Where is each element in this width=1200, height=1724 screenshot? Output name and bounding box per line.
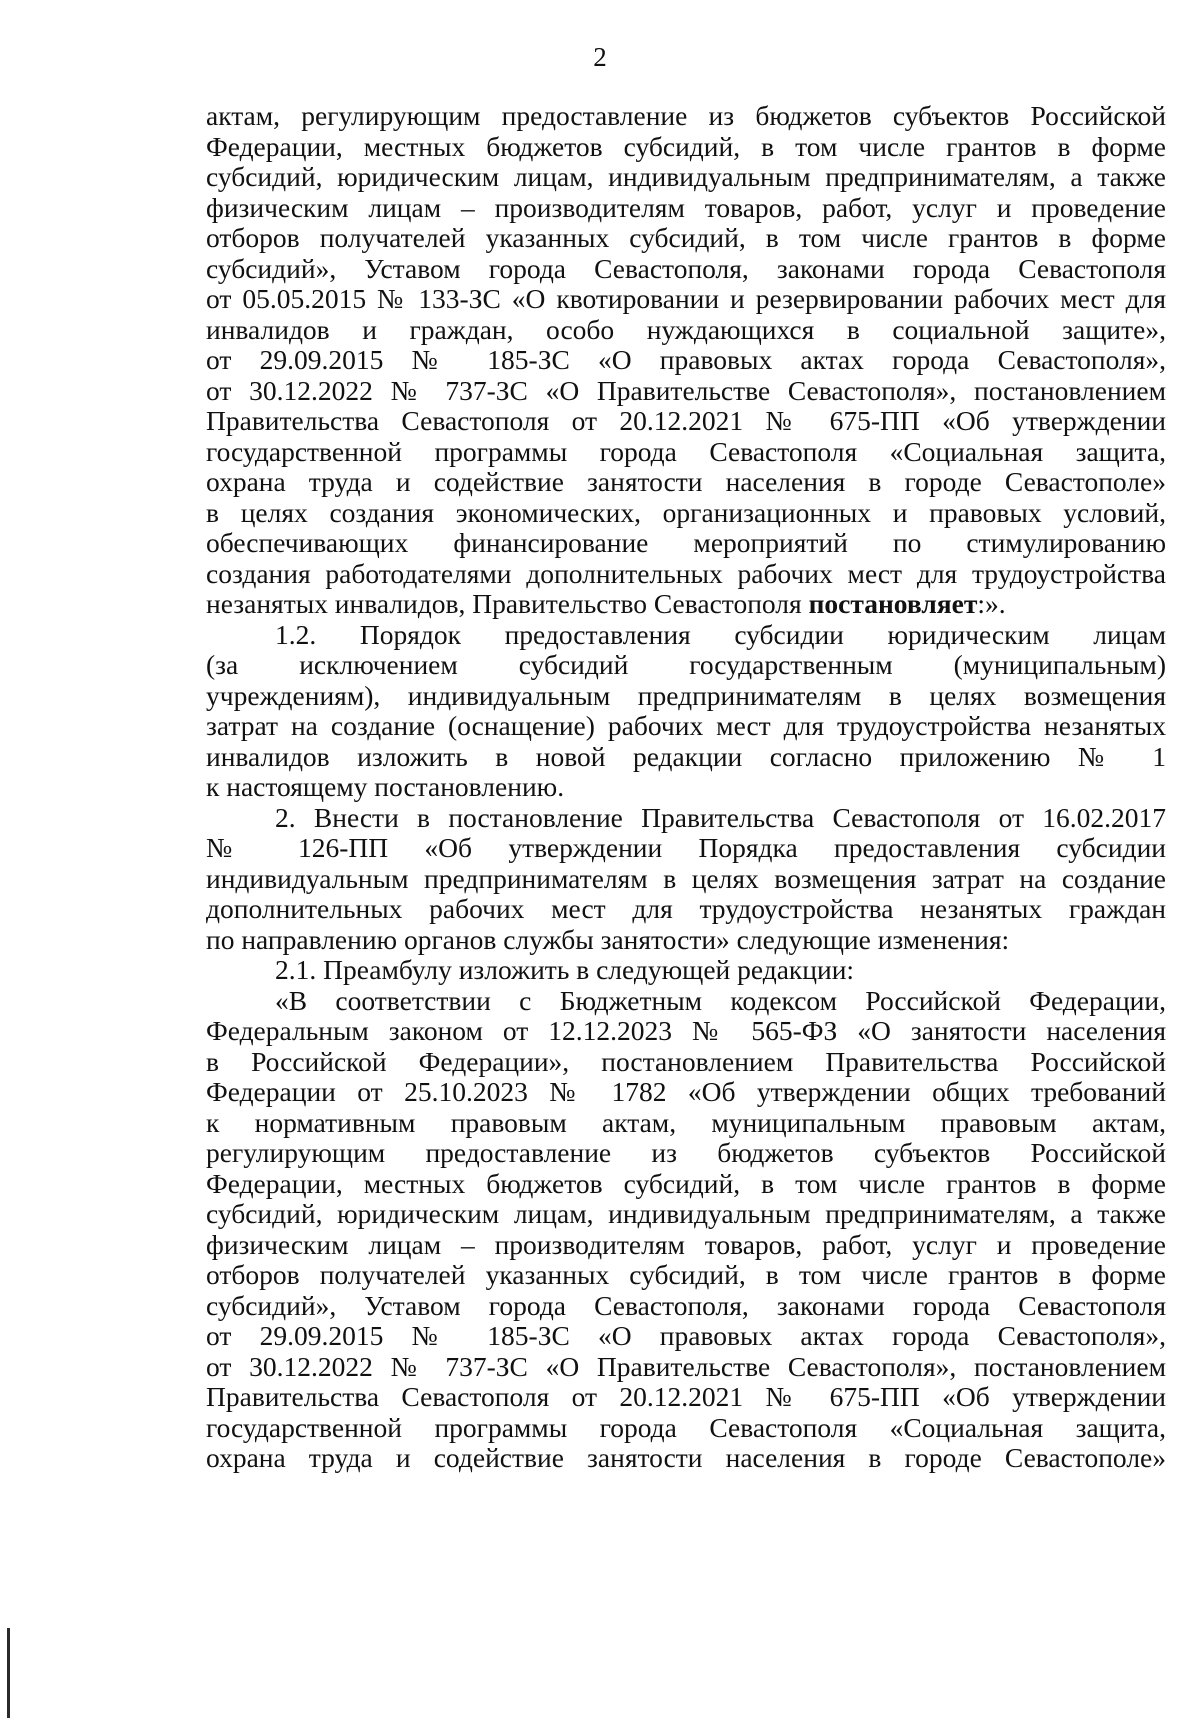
line-text: субсидий, юридическим лицам, индивидуальным предпринимателям, а также [206,162,1166,192]
text-line [206,955,1166,986]
line-text: учреждениям), индивидуальным предпринимателям в целях возмещения [206,680,1166,711]
text-line [206,437,1166,468]
text-line [206,498,1166,529]
line-text: от 05.05.2015 № 133-ЗС «О квотировании и резервировании рабочих мест для [206,284,1166,314]
line-text: индивидуальным предпринимателям в целях возмещения затрат на создание [206,863,1166,894]
line-tail: :». [977,589,1006,619]
line-text: от 29.09.2015 № 185-ЗС «О правовых актах города Севастополя», [206,345,1166,375]
line-text: актам, регулирующим предоставление из бюджетов субъектов Российской [206,101,1166,131]
line-text: 2.1. Преамбулу изложить в следующей редакции: [275,955,855,985]
line-text: Федерации от 25.10.2023 № 1782 «Об утверждении общих требований [206,1077,1166,1107]
text-line [206,650,1166,681]
text-line [206,1413,1166,1444]
text-line [206,162,1166,193]
line-text: Федеральным законом от 12.12.2023 № 565-ФЗ «О занятости населения [206,1016,1166,1046]
text-line [206,1321,1166,1352]
line-text: инвалидов изложить в новой редакции согласно приложению № 1 [206,741,1166,772]
text-line [206,589,1166,620]
document-body [206,101,1166,1474]
line-text: физическим лицам – производителям товаров, работ, услуг и проведение [206,192,1166,223]
text-line [206,345,1166,376]
line-text: обеспечивающих финансирование мероприятий по стимулированию [206,528,1166,558]
text-line [206,376,1166,407]
text-line [206,925,1166,956]
line-text: Правительства Севастополя от 20.12.2021 № 675-ПП «Об утверждении [206,1382,1166,1412]
text-line [206,1077,1166,1108]
text-line [206,986,1166,1017]
text-line [206,1443,1166,1474]
text-line [206,681,1166,712]
line-text: от 30.12.2022 № 737-ЗС «О Правительстве Севастополя», постановлением [206,375,1166,406]
text-line [206,742,1166,773]
text-line [206,1352,1166,1383]
line-text: «В соответствии с Бюджетным кодексом Российской Федерации, [275,985,1166,1016]
text-line [206,620,1166,651]
text-line [206,803,1166,834]
text-line [206,864,1166,895]
line-text: инвалидов и граждан, особо нуждающихся в социальной защите», [206,314,1166,345]
text-line [206,1016,1166,1047]
line-text: к нормативным правовым актам, муниципальным правовым актам, [206,1107,1166,1138]
text-line [206,284,1166,315]
line-text: государственной программы города Севастополя «Социальная защита, [206,1412,1166,1443]
text-line [206,467,1166,498]
text-line [206,1047,1166,1078]
text-line [206,1169,1166,1200]
line-text: Правительства Севастополя от 20.12.2021 № 675-ПП «Об утверждении [206,406,1166,436]
line-text: от 30.12.2022 № 737-ЗС «О Правительстве Севастополя», постановлением [206,1351,1166,1382]
text-line [206,1199,1166,1230]
text-line [206,254,1166,285]
text-line [206,132,1166,163]
line-text: к настоящему постановлению. [206,772,565,802]
text-line [206,833,1166,864]
line-text: государственной программы города Севастополя «Социальная защита, [206,436,1166,467]
text-line [206,772,1166,803]
text-line [206,1382,1166,1413]
line-text: Федерации, местных бюджетов субсидий, в том числе грантов в форме [206,131,1166,162]
text-line [206,315,1166,346]
line-text: Федерации, местных бюджетов субсидий, в том числе грантов в форме [206,1168,1166,1199]
line-text: от 29.09.2015 № 185-ЗС «О правовых актах города Севастополя», [206,1321,1166,1351]
page-number: 2 [593,42,607,72]
text-line [206,223,1166,254]
line-text: создания работодателями дополнительных рабочих мест для трудоустройства [206,558,1166,589]
line-text: 1.2. Порядок предоставления субсидии юридическим лицам [275,619,1166,650]
line-text: охрана труда и содействие занятости населения в городе Севастополе» [206,467,1166,497]
line-text: дополнительных рабочих мест для трудоустройства незанятых граждан [206,894,1166,924]
line-text: субсидий», Уставом города Севастополя, законами города Севастополя [206,1290,1166,1321]
line-text: субсидий», Уставом города Севастополя, законами города Севастополя [206,253,1166,284]
line-text: затрат на создание (оснащение) рабочих мест для трудоустройства незанятых [206,711,1166,741]
line-text: отборов получателей указанных субсидий, в том числе грантов в форме [206,223,1166,253]
text-line [206,894,1166,925]
bold-keyword: постановляет [808,589,978,619]
text-line [206,1108,1166,1139]
line-text: (за исключением субсидий государственным (муниципальным) [206,650,1166,680]
text-line [206,1260,1166,1291]
text-line [206,528,1166,559]
text-line [206,711,1166,742]
line-text: в Российской Федерации», постановлением Правительства Российской [206,1046,1166,1077]
line-text: отборов получателей указанных субсидий, в том числе грантов в форме [206,1260,1166,1290]
line-text: по направлению органов службы занятости» следующие изменения: [206,924,1010,955]
text-line [206,1138,1166,1169]
line-text: охрана труда и содействие занятости населения в городе Севастополе» [206,1443,1166,1473]
line-text: 2. Внести в постановление Правительства Севастополя от 16.02.2017 [275,802,1166,833]
line-text: физическим лицам – производителям товаров, работ, услуг и проведение [206,1229,1166,1260]
line-text: субсидий, юридическим лицам, индивидуальным предпринимателям, а также [206,1199,1166,1229]
text-line [206,193,1166,224]
text-line [206,1230,1166,1261]
line-text: незанятых инвалидов, Правительство Севастополя [206,589,809,619]
line-text: регулирующим предоставление из бюджетов субъектов Российской [206,1138,1166,1168]
text-line [206,1291,1166,1322]
text-line [206,406,1166,437]
line-text: в целях создания экономических, организационных и правовых условий, [206,497,1166,528]
line-text: № 126-ПП «Об утверждении Порядка предоставления субсидии [206,833,1166,863]
text-line [206,559,1166,590]
scan-edge-artifact [7,1628,10,1718]
text-line [206,101,1166,132]
